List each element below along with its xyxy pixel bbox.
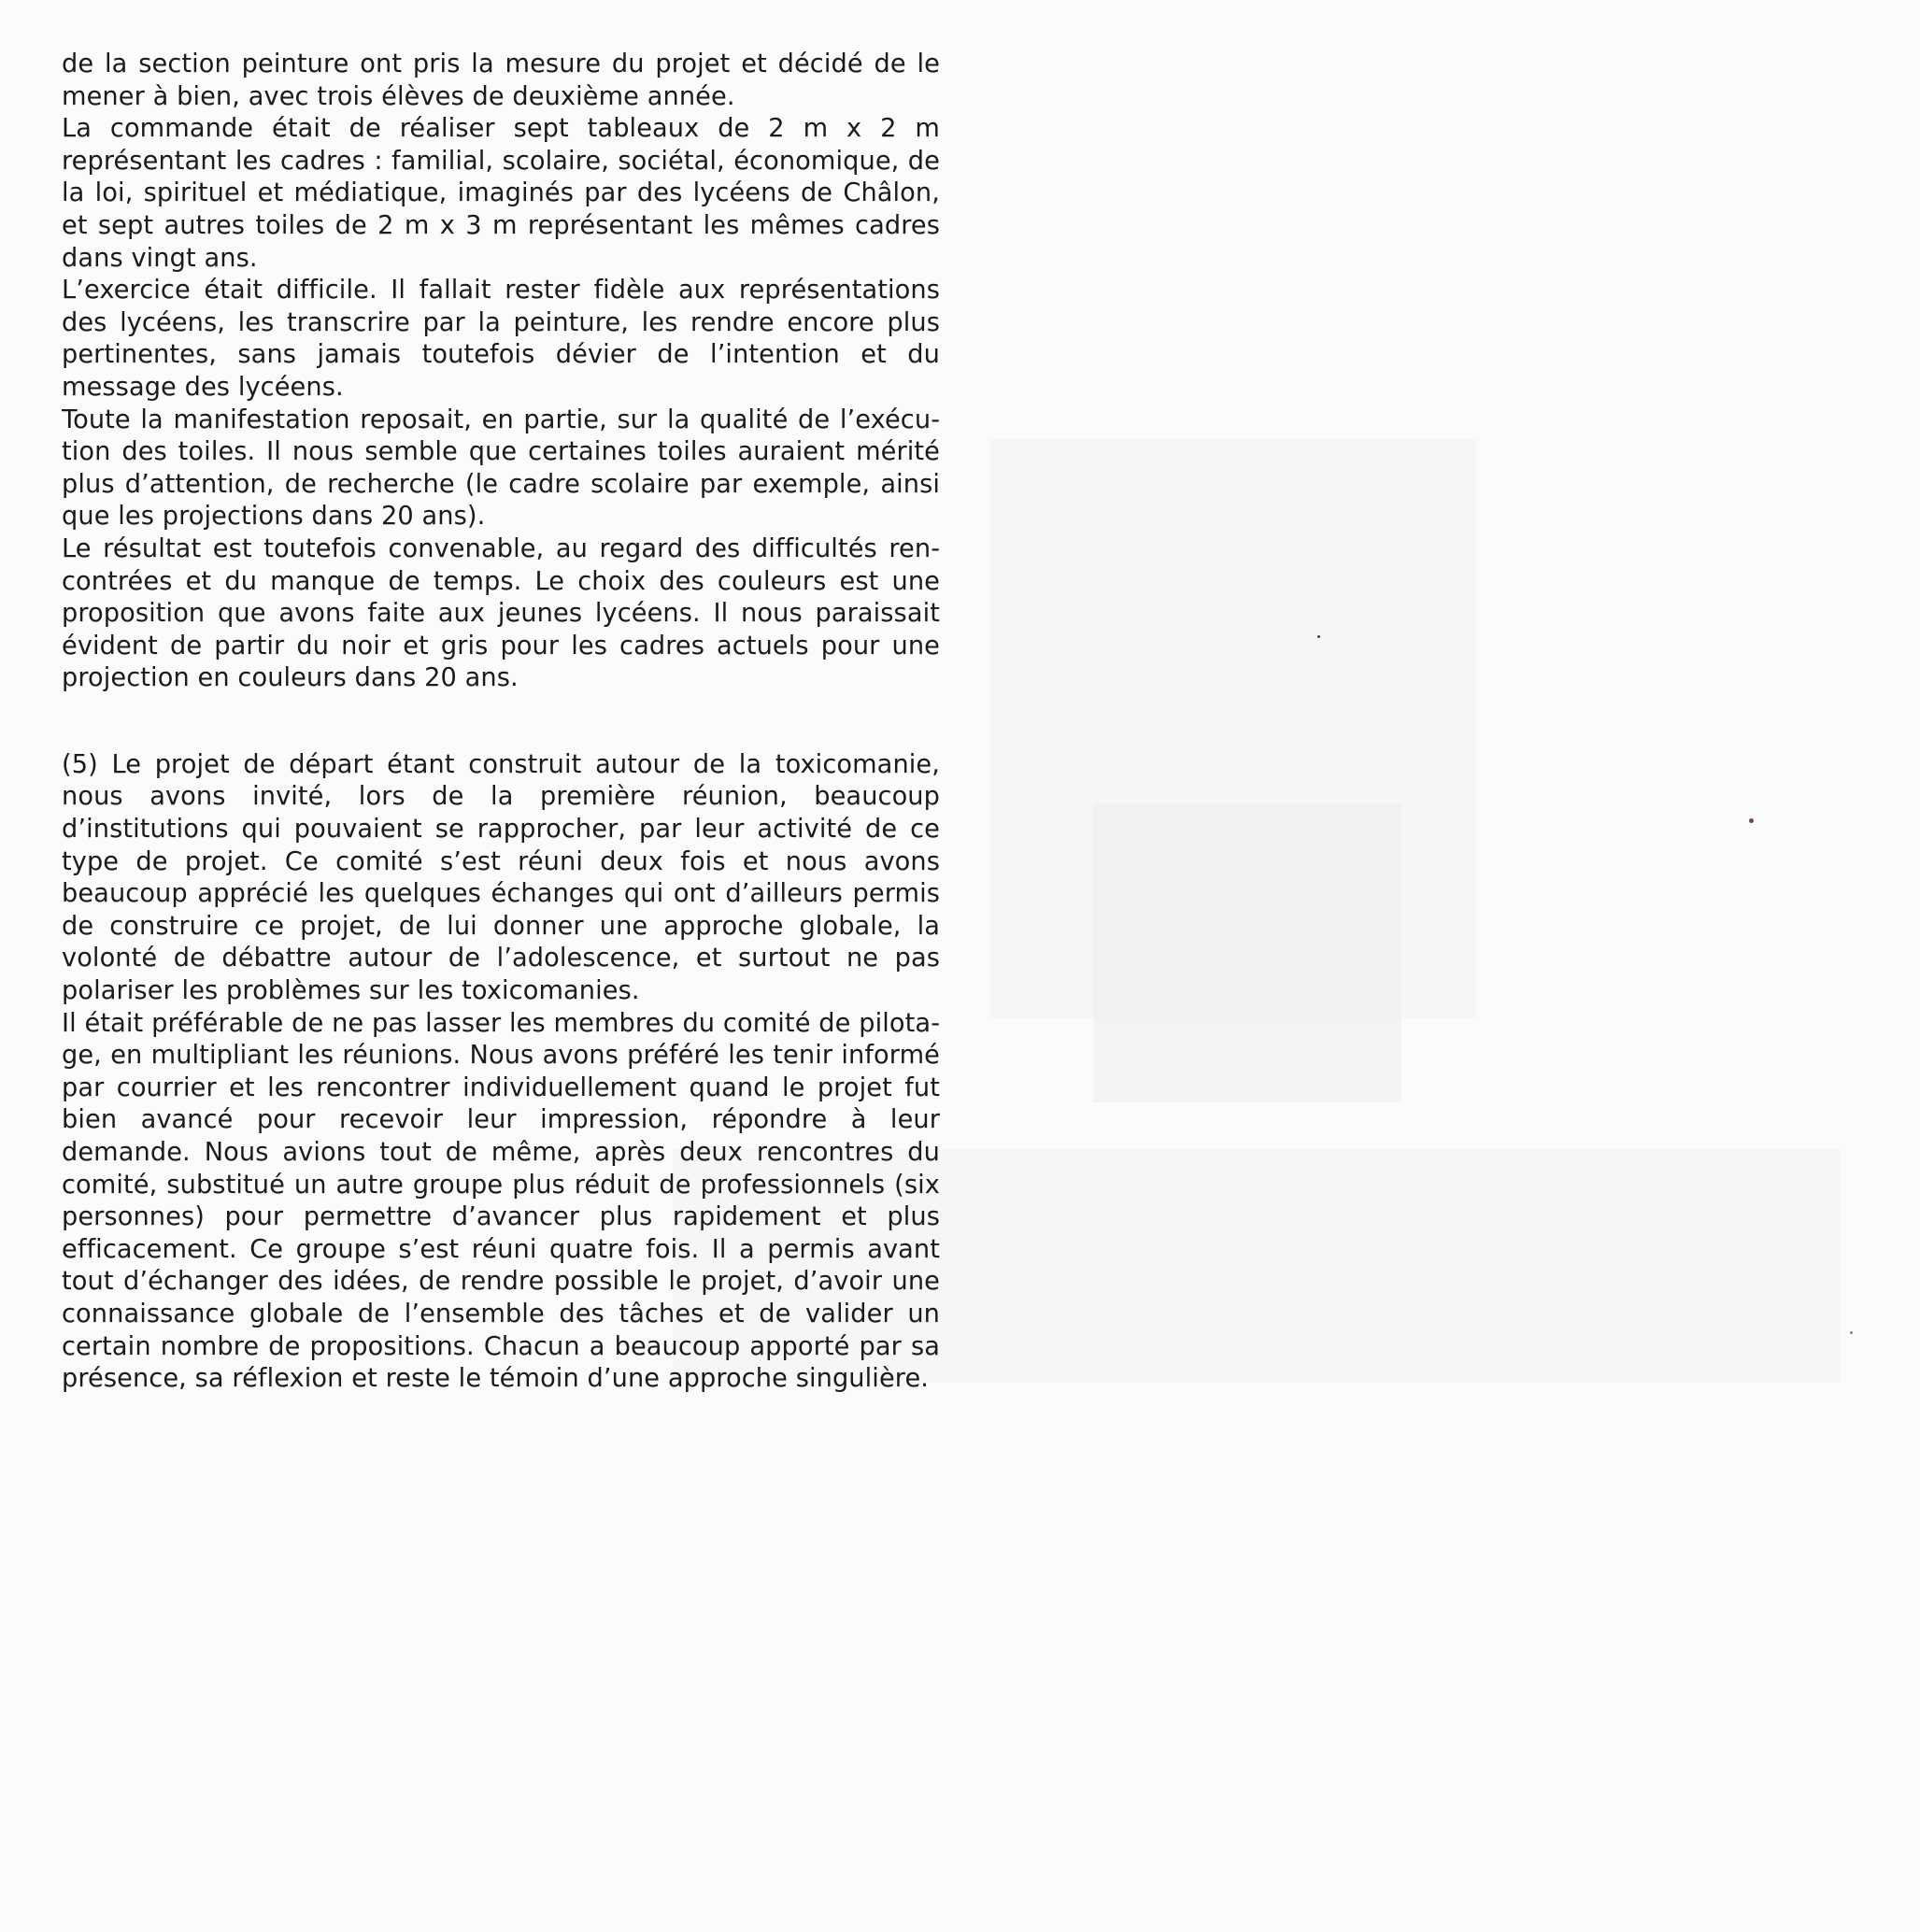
section-spacer (62, 695, 940, 749)
paragraph: Le résultat est toutefois convenable, au regard des difficultés rencontrées et du manque de temps. Le choix des couleurs est une proposition que avons faite aux jeunes lycéens. Il nous paraissait évident de partir du noir et gris pour les cadres actuels pour une projection en couleurs dans 20 ans. (62, 533, 940, 693)
scan-speck (1749, 818, 1754, 823)
paragraph: de la section peinture ont pris la mesure du projet et décidé de le mener à bien, avec trois élèves de deuxième année. (62, 50, 940, 111)
scan-speck (1850, 1331, 1853, 1334)
paragraph: L’exercice était difficile. Il fallait rester fidèle aux représentations des lycéens, les transcrire par la peinture, les rendre encore plus pertinentes, sans jamais toutefois dévier de l’intention et du message des lycéens. (62, 276, 940, 402)
show-through-area (1093, 803, 1401, 1102)
paragraph: Toute la manifestation reposait, en partie, sur la qualité de l’exécution des toiles. Il nous semble que certaines toiles auraient mérité plus d’attention, de recherche (le cadre scolaire par exemple, ainsi que les projections dans 20 ans). (62, 405, 940, 532)
scan-speck (1317, 635, 1320, 638)
note-5-paragraph: (5) Le projet de départ étant construit autour de la toxicomanie, nous avons invité, lors de la première réunion, beaucoup d’institutions qui pouvaient se rapprocher, par leur activité de ce type de projet. Ce comité s’est réuni deux fois et nous avons beaucoup apprécié les quelques échanges qui ont d’ailleurs permis de construire ce projet, de lui donner une approche globale, la volonté de débattre autour de l’adolescence, et surtout ne pas polariser les problèmes sur les toxicomanies. (62, 749, 940, 1006)
text-column (62, 49, 940, 1396)
paragraph: La commande était de réaliser sept tableaux de 2 m x 2 m représentant les cadres : familial, scolaire, sociétal, économique, de la loi, spirituel et médiatique, imaginés par des lycéens de Châlon, et sept autres toiles de 2 m x 3 m représentant les mêmes cadres dans vingt ans. (62, 114, 940, 273)
paragraph: Il était préférable de ne pas lasser les membres du comité de pilotage, en multipliant les réunions. Nous avons préféré les tenir informé par courrier et les rencontrer individuellement quand le projet fut bien avancé pour recevoir leur impression, répondre à leur demande. Nous avions tout de même, après deux rencontres du comité, substitué un autre groupe plus réduit de professionnels (six personnes) pour permettre d’avancer plus rapidement et plus efficacement. Ce groupe s’est réuni quatre fois. Il a permis avant tout d’échanger des idées, de rendre possible le projet, d’avoir une connaissance globale de l’ensemble des tâches et de valider un certain nombre de propositions. Chacun a beaucoup apporté par sa présence, sa réflexion et reste le témoin d’une approche singulière. (62, 1008, 940, 1394)
